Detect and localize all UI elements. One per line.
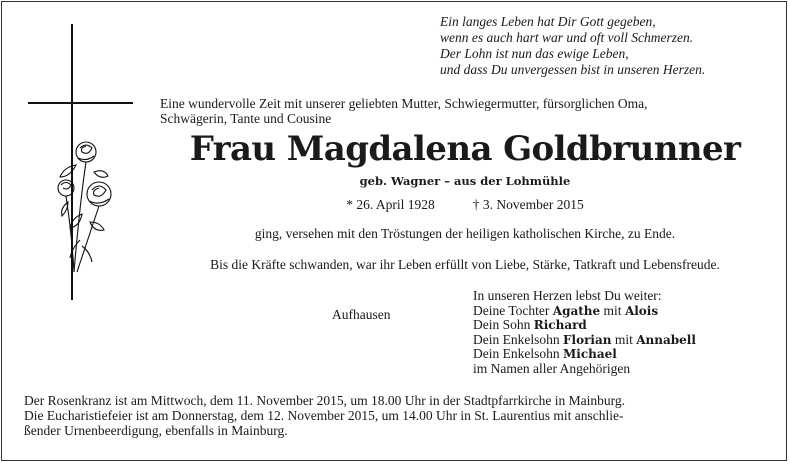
mourner-name: Florian <box>563 332 612 347</box>
mourner-name: Michael <box>563 347 617 361</box>
mourner-name: Richard <box>533 318 587 332</box>
mourner-relation: Dein Enkelsohn <box>473 346 563 361</box>
life-dates <box>162 197 768 213</box>
intro-line-2: Schwägerin, Tante und Cousine <box>160 111 332 126</box>
birth-date: * 26. April 1928 <box>346 197 435 212</box>
poem-line: Ein langes Leben hat Dir Gott gegeben, <box>440 14 656 29</box>
cross-icon <box>2 2 162 312</box>
mourner-connector: mit <box>600 302 625 318</box>
footer-line: Die Eucharistiefeier ist am Donnerstag, dem 12. November 2015, um 14.00 Uhr in St. Laurentius mit anschlie- <box>24 408 624 423</box>
deceased-name: Frau Magdalena Goldbrunner <box>189 129 741 169</box>
mourner-name: Annabell <box>636 332 696 347</box>
service-details <box>24 393 770 438</box>
mourner-son <box>473 318 696 333</box>
footer-line: Der Rosenkranz ist am Mittwoch, dem 11. November 2015, um 18.00 Uhr in der Stadtpfarrkirche in Mainburg. <box>24 393 626 408</box>
mourner-relation: Deine Tochter <box>473 302 553 318</box>
birth-name: geb. Wagner – aus der Lohmühle <box>359 174 571 188</box>
rose-bouquet-icon <box>58 142 111 272</box>
life-text: Bis die Kräfte schwanden, war ihr Leben erfüllt von Liebe, Stärke, Tatkraft und Lebensfreude. <box>210 257 720 272</box>
poem-line: Der Lohn ist nun das ewige Leben, <box>440 46 629 61</box>
poem-line: und dass Du unvergessen bist in unseren Herzen. <box>440 62 706 77</box>
poem-line: wenn es auch hart war und oft voll Schmerzen. <box>440 30 694 45</box>
mourner-grandson-1 <box>473 333 696 348</box>
mourners-all-relatives: im Namen aller Angehörigen <box>473 360 631 376</box>
place-name: Aufhausen <box>332 307 391 322</box>
mourner-grandson-2 <box>473 347 696 362</box>
obituary-notice <box>1 1 787 461</box>
intro-text <box>160 96 770 126</box>
mourner-daughter <box>473 304 696 319</box>
mourner-relation: Dein Enkelsohn <box>473 331 563 347</box>
mourner-name: Agathe <box>552 303 601 318</box>
death-date: † 3. November 2015 <box>472 197 584 212</box>
mourner-name: Alois <box>624 303 659 318</box>
mourner-connector: mit <box>611 331 637 347</box>
mourners-list <box>473 289 696 376</box>
mourners-heading: In unseren Herzen lebst Du weiter: <box>473 288 662 303</box>
footer-line: ßender Urnenbeerdigung, ebenfalls in Mainburg. <box>24 423 288 438</box>
passing-text: ging, versehen mit den Tröstungen der heiligen katholischen Kirche, zu Ende. <box>254 226 676 241</box>
intro-line-1: Eine wundervolle Zeit mit unserer geliebten Mutter, Schwiegermutter, fürsorglichen Oma, <box>160 96 648 111</box>
mourner-relation: Dein Sohn <box>473 317 534 332</box>
poem <box>440 14 705 78</box>
